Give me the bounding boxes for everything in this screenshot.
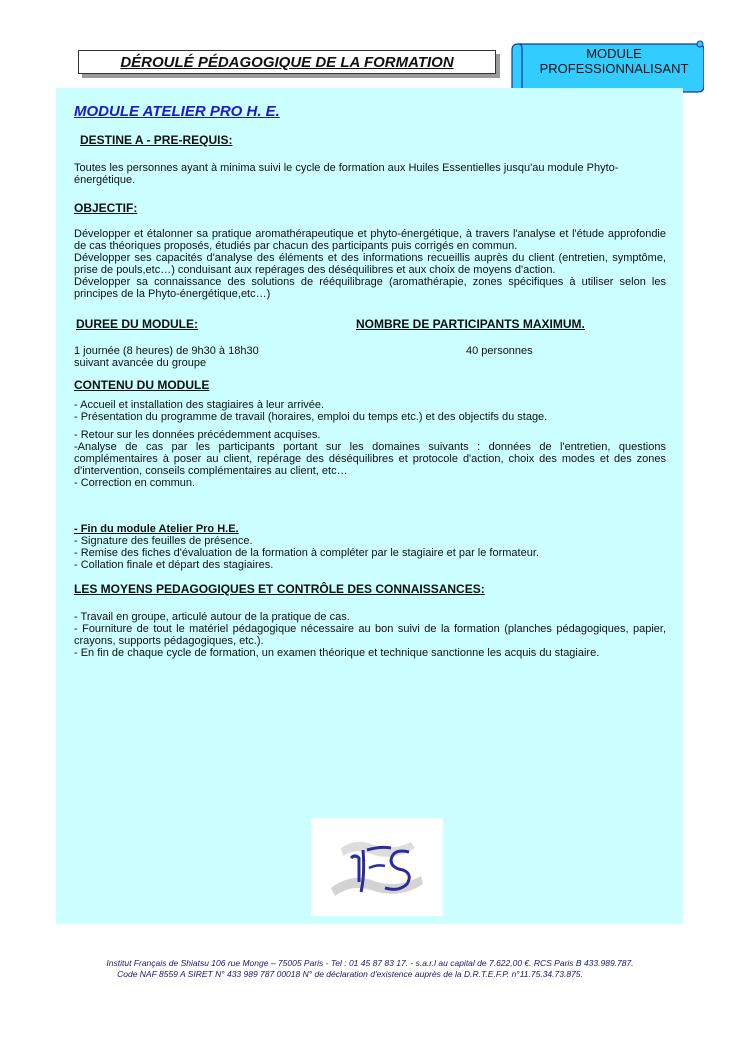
footer: [40, 958, 700, 980]
duree-line-2: suivant avancée du groupe: [74, 357, 207, 369]
contenu-heading: CONTENU DU MODULE: [74, 378, 210, 392]
contenu-item-3: - Retour sur les données précédemment acquises.: [74, 429, 321, 441]
footer-line-1: Institut Français de Shiatsu 106 rue Monge – 75005 Paris - Tel : 01 45 87 83 17. - s.a.r.l au capital de 7.622,00 €. RCS Paris B 433.989.787.: [106, 958, 634, 968]
page-title: DÉROULÉ PÉDAGOGIQUE DE LA FORMATION: [120, 53, 454, 71]
participants-heading: NOMBRE DE PARTICIPANTS MAXIMUM.: [356, 317, 585, 331]
moyens-heading: LES MOYENS PEDAGOGIQUES ET CONTRÔLE DES CONNAISSANCES:: [74, 582, 485, 596]
contenu-item-2: - Présentation du programme de travail (horaires, emploi du temps etc.) et des objectifs du stage.: [74, 411, 548, 423]
moyens-item-3: - En fin de chaque cycle de formation, un examen théorique et technique sanctionne les acquis du stagiaire.: [74, 647, 600, 659]
contenu-item-1: - Accueil et installation des stagiaires à leur arrivée.: [74, 399, 325, 411]
duree-heading: DUREE DU MODULE:: [76, 317, 198, 331]
ifs-logo: [311, 818, 443, 916]
contenu-item-5: - Correction en commun.: [74, 477, 196, 489]
module-title: MODULE ATELIER PRO H. E.: [74, 103, 280, 120]
footer-line-2: Code NAF 8559 A SIRET N° 433 989 787 00018 N° de déclaration d'existence auprès de la D.R.T.E.F.P. n°11.75.34.73.875.: [117, 969, 583, 979]
moyens-item-2: - Fourniture de tout le matériel pédagogique nécessaire au bon suivi de la formation (planches pédagogiques, papier, crayons, supports pédagogiques, etc.).: [74, 623, 666, 647]
page-title-box: [78, 50, 496, 74]
ifs-logo-mark: [311, 818, 443, 916]
banner-text: [524, 46, 704, 76]
duree-participants-headings: [74, 318, 666, 331]
destine-text: Toutes les personnes ayant à minima suivi le cycle de formation aux Huiles Essentielles jusqu'au module Phyto-énergétique.: [74, 162, 619, 186]
destine-heading: DESTINE A - PRE-REQUIS:: [80, 133, 233, 147]
content: [74, 103, 666, 659]
objectif-paragraph-1: Développer et étalonner sa pratique aromathérapeutique et phyto-énergétique, à travers l'analyse et l'étude approfondie de cas théoriques proposés, étudiés par chacun des participants puis corrigés en commun.: [74, 228, 666, 252]
fin-item-1: - Signature des feuilles de présence.: [74, 535, 253, 547]
objectif-heading: OBJECTIF:: [74, 201, 138, 215]
objectif-paragraph-2: Développer ses capacités d'analyse des éléments et des informations recueillis auprès du client (entretien, symptôme, prise de pouls,etc…) conduisant aux repérages des déséquilibres et aux choix de moyens d'action.: [74, 252, 666, 276]
participants-value: 40 personnes: [466, 345, 533, 357]
banner-line-1: MODULE: [586, 46, 642, 61]
fin-heading: - Fin du module Atelier Pro H.E.: [74, 523, 239, 535]
contenu-item-4: -Analyse de cas par les participants portant sur les domaines suivants : données de l'entretien, questions complémentaires à poser au client, repérage des déséquilibres et protocole d'action, choix des modes et des zones d'intervention, conseils complémentaires au client, etc…: [74, 441, 666, 477]
duree-line-1: 1 journée (8 heures) de 9h30 à 18h30: [74, 345, 259, 357]
duree-participants-values: [74, 345, 666, 369]
moyens-item-1: - Travail en groupe, articulé autour de la pratique de cas.: [74, 611, 350, 623]
banner-line-2: PROFESSIONNALISANT: [539, 61, 689, 76]
objectif-paragraph-3: Développer sa connaissance des solutions de rééquilibrage (aromathérapie, zones spécifiques à utiliser selon les principes de la Phyto-énergétique,etc…): [74, 276, 666, 300]
fin-item-2: - Remise des fiches d'évaluation de la formation à compléter par le stagiaire et par le formateur.: [74, 547, 539, 559]
fin-item-3: - Collation finale et départ des stagiaires.: [74, 559, 274, 571]
